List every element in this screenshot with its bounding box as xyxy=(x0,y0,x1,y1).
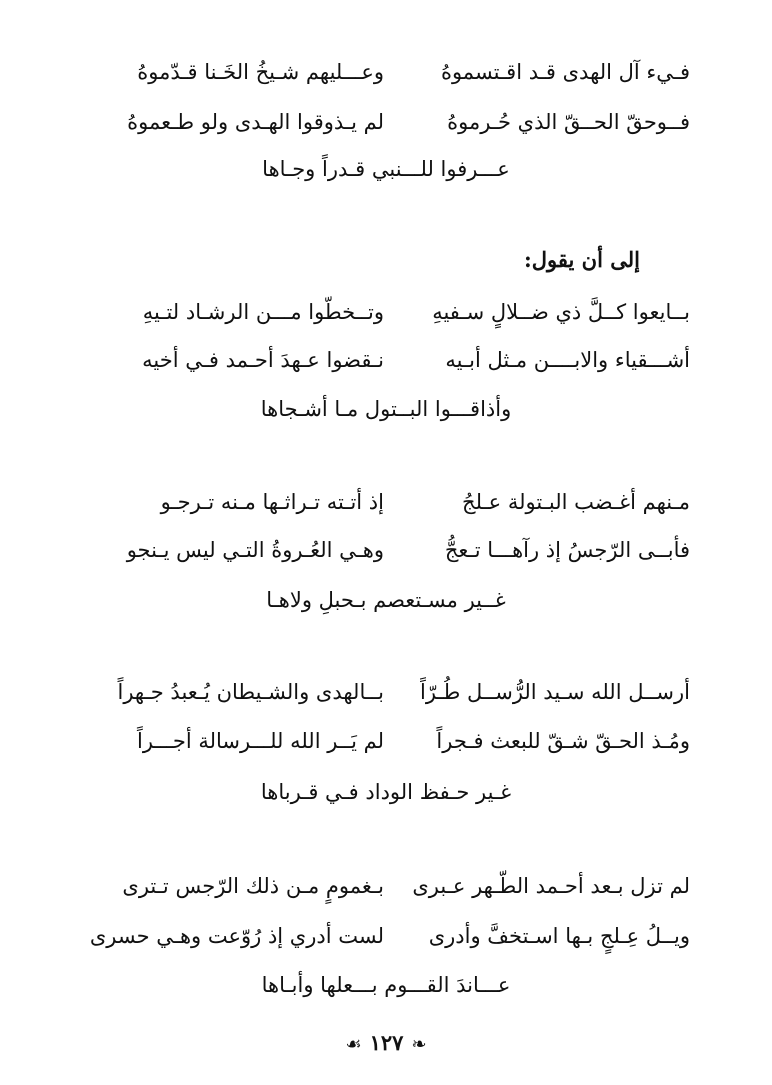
verse-hemistich-right: لم تزل بـعد أحـمد الطّـهر عـبرى xyxy=(412,874,690,898)
verse-hemistich-right: أشـــقياء والابــــن مـثل أبـيه xyxy=(445,348,690,372)
verse-hemistich-right: أرســل الله سـيد الرُّســل طُـرّاً xyxy=(420,680,690,704)
verse-refrain: غــير مسـتعصم بـحبلِ ولاهـا xyxy=(266,588,506,612)
ornament-left-icon: ☙ xyxy=(345,1034,362,1055)
ornament-right-icon: ❧ xyxy=(411,1034,427,1055)
verse-refrain: عـــاندَ القـــوم بـــعلها وأبـاها xyxy=(261,973,511,997)
verse-hemistich-right: فأبــى الرّجسُ إذ رآهـــا تـعجُّ xyxy=(444,538,690,562)
verse-hemistich-left: لم يَــر الله للـــرسالة أجـــراً xyxy=(137,729,384,753)
verse-hemistich-right: فــوحقّ الحــقّ الذي حُـرموهُ xyxy=(447,110,690,134)
verse-hemistich-right: ويــلُ عِـلجٍ بـها اسـتخفَّ وأدرى xyxy=(428,924,690,948)
verse-hemistich-left: بـغمومٍ مـن ذلك الرّجس تـترى xyxy=(122,874,384,898)
verse-hemistich-left: إذ أتـته تـراثـها مـنه تـرجـو xyxy=(160,490,384,514)
verse-hemistich-left: وهـي العُـروةُ التـي ليس يـنجو xyxy=(126,538,384,562)
verse-hemistich-left: بــالهدى والشـيطان يُـعبدُ جـهراً xyxy=(117,680,384,704)
verse-hemistich-right: فـيء آل الهدى قـد اقـتسموهُ xyxy=(440,60,690,84)
verse-hemistich-right: بــايعوا كــلَّ ذي ضــلالٍ سـفيهِ xyxy=(432,300,690,324)
verse-hemistich-left: وتــخطّوا مـــن الرشـاد لتـيهِ xyxy=(142,300,384,324)
verse-refrain: غـير حـفظ الوداد فـي قـرباها xyxy=(260,780,512,804)
verse-refrain: عـــرفوا للـــنبي قـدراً وجـاها xyxy=(262,157,510,181)
verse-hemistich-left: نـقضوا عـهدَ أحـمد فـي أخيه xyxy=(142,348,384,372)
verse-hemistich-right: مـنهم أغـضب البـتولة عـلجُ xyxy=(462,490,690,514)
verse-refrain: وأذاقـــوا البــتول مـا أشـجاها xyxy=(260,397,512,421)
verse-hemistich-left: وعـــليهم شـيخُ الخَـنا قـدّموهُ xyxy=(137,60,384,84)
verse-hemistich-right: ومُـذ الحـقّ شـقّ للبعث فـجراً xyxy=(436,729,690,753)
verse-hemistich-left: لم يـذوقوا الهـدى ولو طـعموهُ xyxy=(127,110,384,134)
verse-hemistich-left: لست أدري إذ رُوّعت وهـي حسرى xyxy=(89,924,384,948)
prose-intro: إلى أن يقول: xyxy=(524,247,640,272)
page-footer xyxy=(286,1026,486,1060)
page-number: ١٢٧ xyxy=(369,1030,404,1055)
